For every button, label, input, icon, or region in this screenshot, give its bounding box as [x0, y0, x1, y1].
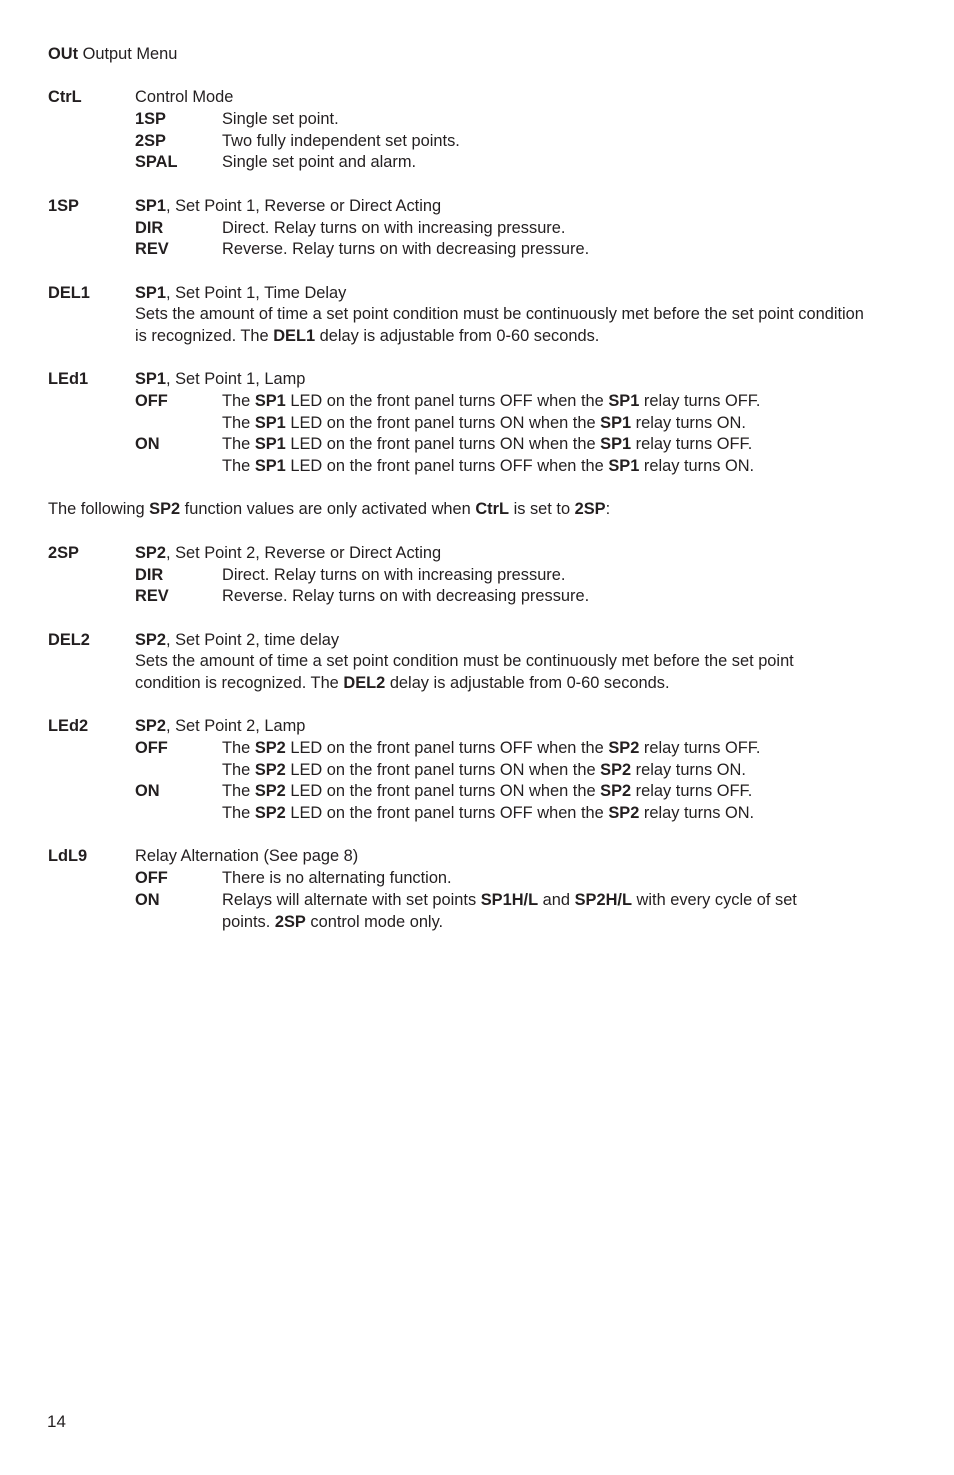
- option-row: [48, 391, 908, 413]
- description-text: is recognized. The: [135, 326, 274, 345]
- option-bold: SP2: [600, 782, 632, 801]
- option-text: Reverse. Relay turns on with decreasing pressure.: [222, 587, 590, 606]
- param-title: , Set Point 1, Reverse or Direct Acting: [165, 196, 442, 215]
- option-row: [48, 803, 908, 825]
- ldl9-heading: [48, 846, 908, 868]
- option-bold: SP2: [254, 739, 286, 757]
- note-bold: 2SP: [574, 500, 606, 519]
- ctrl-heading: [48, 87, 908, 109]
- option-text: The: [222, 782, 255, 801]
- option-row: [48, 781, 908, 803]
- option-row: [48, 109, 908, 131]
- option-code: 1SP: [135, 110, 166, 129]
- option-text: relay turns ON.: [631, 760, 746, 779]
- option-row: [48, 868, 908, 890]
- param-title-bold: SP1: [135, 196, 166, 215]
- led1-heading: [48, 369, 908, 391]
- option-text: The: [222, 804, 255, 823]
- option-text: The: [222, 435, 255, 454]
- option-text: Single set point and alarm.: [222, 153, 417, 172]
- option-bold: SP1: [254, 457, 286, 476]
- option-row: [48, 413, 908, 435]
- option-row: [48, 152, 908, 174]
- option-code: OFF: [135, 739, 168, 757]
- param-code: CtrL: [48, 88, 82, 107]
- param-title-bold: SP1: [135, 370, 166, 389]
- option-code: SPAL: [135, 153, 178, 172]
- option-text: relay turns ON.: [639, 804, 755, 823]
- option-text: LED on the front panel turns OFF when the: [285, 392, 609, 410]
- option-bold: SP1: [254, 413, 286, 432]
- option-text: relay turns OFF.: [639, 392, 761, 410]
- description-text: condition is recognized. The: [135, 673, 344, 692]
- option-code: REV: [135, 587, 169, 606]
- page-number: 14: [47, 1412, 66, 1431]
- option-bold: SP1: [600, 435, 632, 454]
- del2-heading: [48, 630, 908, 652]
- option-row: [48, 565, 908, 587]
- option-bold: SP2H/L: [574, 890, 632, 909]
- option-text: The: [222, 392, 255, 410]
- option-code: 2SP: [135, 131, 166, 150]
- option-text: Direct. Relay turns on with increasing pressure.: [222, 218, 566, 237]
- description-line: [48, 326, 908, 348]
- option-text: Reverse. Relay turns on with decreasing pressure.: [222, 240, 590, 259]
- note-text: function values are only activated when: [180, 500, 476, 519]
- option-text: LED on the front panel turns ON when the: [285, 760, 601, 779]
- option-text: Two fully independent set points.: [222, 131, 460, 150]
- note-text: The following: [48, 500, 150, 519]
- option-text: The: [222, 413, 255, 432]
- option-text: The: [222, 760, 255, 779]
- option-bold: SP1: [608, 457, 640, 476]
- option-row: [48, 912, 908, 934]
- param-title: Control Mode: [135, 88, 234, 107]
- sp2-note: [48, 499, 908, 521]
- sp2-heading: [48, 543, 908, 565]
- option-text: relay turns ON.: [639, 457, 755, 476]
- param-code: DEL1: [48, 283, 90, 302]
- option-bold: SP2: [600, 760, 632, 779]
- option-bold: SP2: [608, 804, 640, 823]
- description-line: [48, 651, 908, 673]
- param-title: , Set Point 1, Time Delay: [165, 283, 347, 302]
- option-row: [48, 456, 908, 478]
- description-bold: DEL2: [343, 673, 386, 692]
- menu-title: Output Menu: [82, 45, 178, 63]
- option-code: REV: [135, 240, 169, 259]
- sp1-heading: [48, 196, 908, 218]
- option-bold: 2SP: [274, 912, 306, 931]
- param-title: , Set Point 1, Lamp: [165, 370, 306, 389]
- option-text: There is no alternating function.: [222, 869, 452, 888]
- option-bold: SP1: [254, 435, 286, 454]
- option-text: points.: [222, 912, 275, 931]
- option-text: Single set point.: [222, 110, 339, 129]
- option-code: OFF: [135, 392, 168, 410]
- option-text: LED on the front panel turns ON when the: [285, 782, 601, 801]
- note-bold: SP2: [149, 500, 181, 519]
- description-text: Sets the amount of time a set point condition must be continuously met before the set point: [135, 652, 794, 671]
- option-text: LED on the front panel turns ON when the: [285, 435, 601, 454]
- option-bold: SP2: [254, 804, 286, 823]
- option-text: The: [222, 739, 255, 757]
- option-code: ON: [135, 435, 160, 454]
- param-title-bold: SP2: [135, 543, 166, 562]
- description-text: delay is adjustable from 0-60 seconds.: [385, 673, 670, 692]
- option-text: LED on the front panel turns OFF when the: [285, 457, 609, 476]
- option-row: [48, 738, 908, 760]
- option-text: and: [538, 890, 575, 909]
- param-code: 2SP: [48, 543, 79, 562]
- option-text: relay turns OFF.: [631, 782, 753, 801]
- description-text: delay is adjustable from 0-60 seconds.: [315, 326, 600, 345]
- option-row: [48, 434, 908, 456]
- led2-heading: [48, 716, 908, 738]
- option-text: with every cycle of set: [631, 890, 797, 909]
- option-code: OFF: [135, 869, 168, 888]
- param-code: LEd1: [48, 370, 89, 389]
- option-code: DIR: [135, 565, 164, 584]
- option-code: ON: [135, 890, 160, 909]
- option-text: Relays will alternate with set points: [222, 890, 481, 909]
- option-row: [48, 890, 908, 912]
- option-code: ON: [135, 782, 160, 801]
- param-title-bold: SP2: [135, 717, 166, 736]
- note-text: :: [605, 500, 611, 519]
- option-text: LED on the front panel turns ON when the: [285, 413, 601, 432]
- param-title-bold: SP2: [135, 630, 166, 649]
- description-text: Sets the amount of time a set point condition must be continuously met before the set point condition: [135, 305, 864, 324]
- option-row: [48, 760, 908, 782]
- option-text: LED on the front panel turns OFF when the: [285, 804, 609, 823]
- note-bold: CtrL: [475, 500, 510, 519]
- option-bold: SP1: [608, 392, 640, 410]
- option-text: LED on the front panel turns OFF when the: [285, 739, 609, 757]
- option-bold: SP1: [254, 392, 286, 410]
- option-text: Direct. Relay turns on with increasing pressure.: [222, 565, 566, 584]
- menu-heading: [48, 44, 908, 66]
- param-title: Relay Alternation (See page 8): [135, 847, 359, 866]
- param-title: , Set Point 2, time delay: [165, 630, 340, 649]
- param-code: DEL2: [48, 630, 90, 649]
- manual-page: [48, 44, 908, 933]
- param-title: , Set Point 2, Reverse or Direct Acting: [165, 543, 442, 562]
- option-text: relay turns ON.: [631, 413, 746, 432]
- option-bold: SP2: [254, 760, 286, 779]
- option-text: control mode only.: [305, 912, 444, 931]
- param-code: 1SP: [48, 196, 79, 215]
- description-line: [48, 673, 908, 695]
- option-row: [48, 239, 908, 261]
- option-row: [48, 586, 908, 608]
- option-bold: SP2: [608, 739, 640, 757]
- note-text: is set to: [509, 500, 575, 519]
- option-bold: SP2: [254, 782, 286, 801]
- param-title-bold: SP1: [135, 283, 166, 302]
- option-row: [48, 218, 908, 240]
- option-bold: SP1H/L: [480, 890, 539, 909]
- description-bold: DEL1: [273, 326, 316, 345]
- del1-heading: [48, 283, 908, 305]
- option-text: relay turns OFF.: [631, 435, 753, 454]
- option-bold: SP1: [600, 413, 632, 432]
- param-code: LEd2: [48, 717, 89, 736]
- param-code: LdL9: [48, 847, 88, 866]
- menu-code: OUt: [48, 45, 79, 63]
- option-text: The: [222, 457, 255, 476]
- option-code: DIR: [135, 218, 164, 237]
- param-title: , Set Point 2, Lamp: [165, 717, 306, 736]
- option-row: [48, 131, 908, 153]
- option-text: relay turns OFF.: [639, 739, 761, 757]
- description-line: [48, 304, 908, 326]
